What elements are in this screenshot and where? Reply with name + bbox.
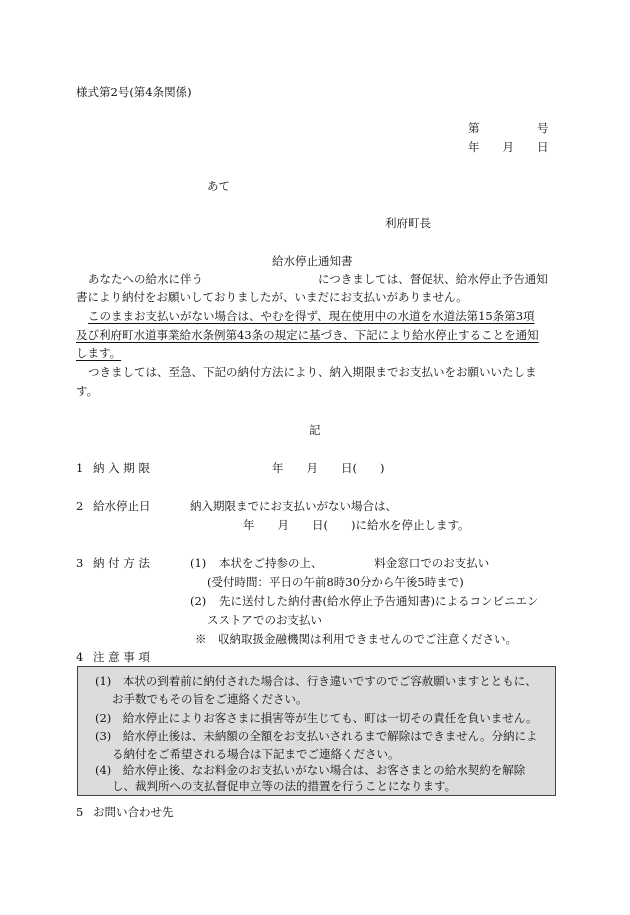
- notice-1-line-2: お手数でもその旨をご連絡ください。: [112, 692, 308, 706]
- paragraph-2-line-2: 及び利府町水道事業給水条例第43条の規定に基づき、下記により給水停止することを通知: [76, 328, 539, 342]
- addressee-suffix: あて: [207, 179, 230, 193]
- item-4-number: 4: [76, 650, 84, 664]
- notice-1-line-1: (1) 本状の到着前に納付された場合は、行き違いですのでご容赦願いますとともに、: [95, 674, 537, 688]
- sender-name: 利府町長: [385, 216, 431, 230]
- paragraph-3-line-1: つきましては、至急、下記の納付方法により、納入期限までお支払いをお願いいたしま: [88, 365, 537, 379]
- item-1-number: 1: [76, 461, 84, 475]
- item-5-number: 5: [76, 805, 84, 819]
- notice-2-line-1: (2) 給水停止によりお客さまに損害等が生じても、町は一切その責任を負いません。: [95, 711, 538, 725]
- method-1-hours: (受付時間：平日の午前8時30分から午後5時まで): [207, 575, 464, 589]
- method-1-number: (1): [190, 556, 207, 570]
- paragraph-1-line-1: あなたへの給水に伴う につきましては、督促状、給水停止予告通知: [88, 272, 548, 286]
- item-2-value-line-1: 納入期限までにお支払いがない場合は、: [190, 499, 397, 513]
- method-2-number: (2): [190, 594, 207, 608]
- paragraph-1-line-2: 書により納付をお願いしておりましたが、いまだにお支払いがありません。: [76, 290, 468, 304]
- notice-4-line-2: し、裁判所への支払督促申立等の法的措置を行うことになります。: [112, 779, 457, 793]
- item-2-label: 給水停止日: [93, 499, 151, 513]
- method-2-text: 先に送付した納付書(給水停止予告通知書)によるコンビニエン: [219, 594, 539, 608]
- paragraph-3-line-2: す。: [76, 384, 99, 398]
- item-4-label: 注 意 事 項: [93, 650, 150, 664]
- document-number-line: 第 号: [468, 121, 549, 135]
- notice-3-line-1: (3) 給水停止後は、未納額の全額をお支払いされるまで解除はできません。分納によ: [95, 729, 538, 743]
- document-title: 給水停止通知書: [272, 254, 353, 268]
- method-1-text: 本状をご持参の上、 料金窓口でのお支払い: [219, 556, 490, 570]
- payment-note: ※ 収納取扱金融機関は利用できませんのでご注意ください。: [195, 632, 517, 646]
- date-line: 年 月 日: [468, 140, 549, 154]
- item-3-label: 納 付 方 法: [93, 556, 150, 570]
- item-3-number: 3: [76, 556, 84, 570]
- paragraph-2-line-1: このままお支払いがない場合は、やむを得ず、現在使用中の水道を水道法第15条第3項: [88, 309, 535, 323]
- item-1-label: 納 入 期 限: [93, 461, 150, 475]
- item-1-value: 年 月 日( ): [272, 461, 385, 475]
- method-2-text-continued: スストアでのお支払い: [207, 613, 322, 627]
- notice-3-line-2: る納付をご希望される場合は下記までご連絡ください。: [112, 747, 400, 761]
- notice-4-line-1: (4) 給水停止後、なお料金のお支払いがない場合は、お客さまとの給水契約を解除: [95, 763, 526, 777]
- paragraph-2-line-3: します。: [76, 346, 122, 360]
- ki-heading: 記: [309, 423, 321, 437]
- item-2-number: 2: [76, 499, 84, 513]
- item-2-value-line-2: 年 月 日( )に給水を停止します。: [243, 518, 470, 532]
- form-number: 様式第2号(第4条関係): [76, 85, 192, 99]
- item-5-label: お問い合わせ先: [93, 805, 174, 819]
